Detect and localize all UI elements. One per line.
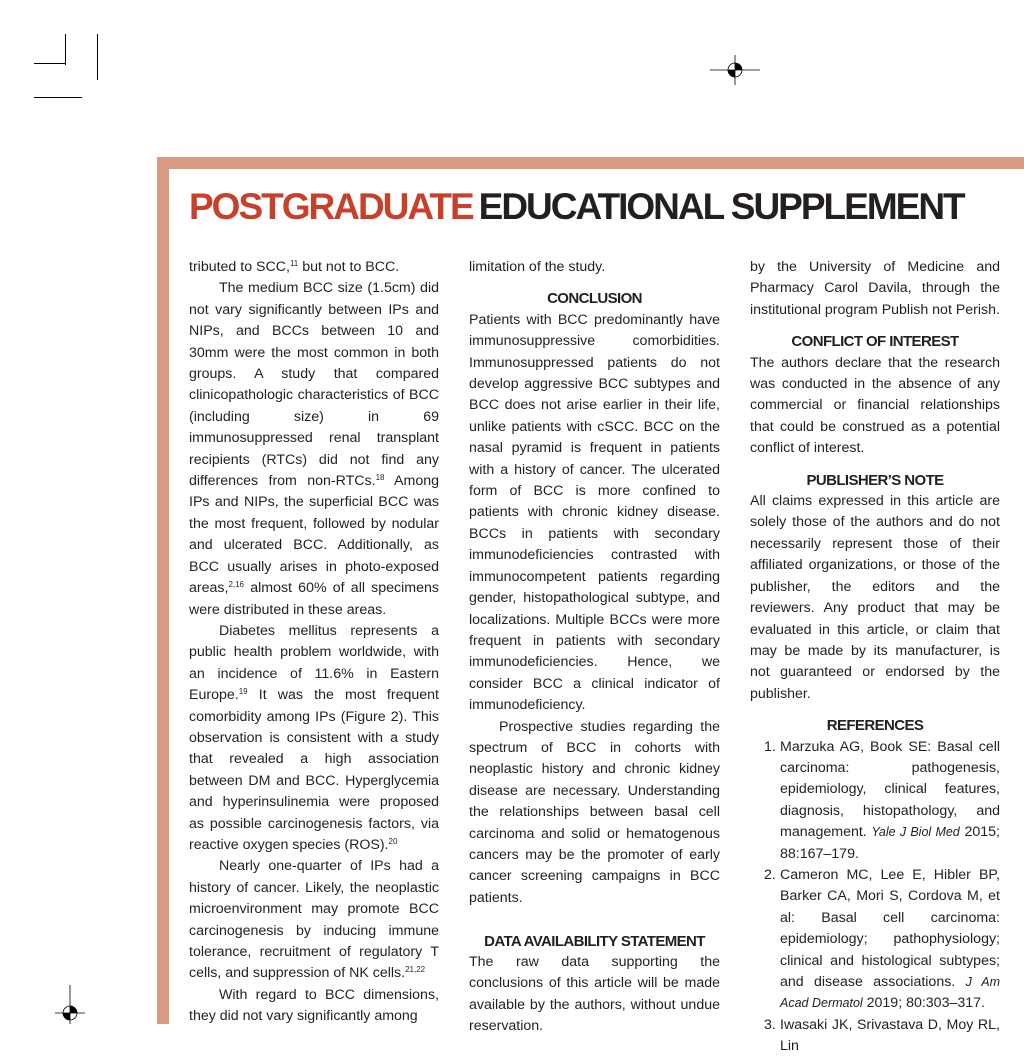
paragraph: The authors declare that the research was conducted in the absence of any commercial or financial relationships that could be construed as a potential conflict of interest. bbox=[750, 354, 1000, 457]
paragraph: Patients with BCC predominantly have immunosuppressive comorbidities. Immunosuppressed patients do not develop aggressive BCC subtypes and BCC does not arise earlier in their life, unlike patients with cSCC. BCC on the nasal pyramid is frequent in patients with a history of cancer. The ulcerated form of BCC is more confined to patients with chronic kidney disease. BCCs in patients with secondary immunodeficiencies contrasted with immunocompetent patients regarding gender, histopathological subtype, and localizations. Multiple BCCs were more frequent in patients with secondary immunodeficiencies. Hence, we consider BCC a clinical indicator of immunodeficiency. bbox=[469, 311, 720, 714]
reference-item: 2. Cameron MC, Lee E, Hibler BP, Barker CA, Mori S, Cordova M, et al: Basal cell carcinoma: epidemiology; pathophysiology; clinical and histological subtypes; and disease associations. J Am Acad Dermatol 2019; 80:303–317. bbox=[764, 866, 1000, 1012]
headline-postgraduate: POSTGRADUATE bbox=[189, 186, 473, 227]
frame-left-border bbox=[157, 157, 169, 1024]
heading-conflict-of-interest: CONFLICT OF INTEREST bbox=[791, 333, 959, 351]
paragraph: tributed to SCC,$^{11}$ but not to BCC. bbox=[189, 259, 400, 275]
heading-publishers-note: PUBLISHER’S NOTE bbox=[806, 471, 944, 489]
section-headline bbox=[189, 182, 964, 232]
registration-mark-left-icon bbox=[55, 985, 85, 1024]
text-column-1 bbox=[189, 257, 439, 1028]
paragraph: With regard to BCC dimensions, they did not vary significantly among bbox=[189, 986, 439, 1025]
frame-top-border bbox=[157, 157, 1024, 169]
paragraph: Prospective studies regarding the spectrum of BCC in cohorts with neoplastic history and chronic kidney disease are necessary. Understanding the relationships between basal cell carcinoma and solid or hematogenous cancers may be the promoter of early cancer screening campaigns in BCC patients. bbox=[469, 718, 720, 906]
registration-mark-top-icon bbox=[710, 55, 760, 85]
paragraph: limitation of the study. bbox=[469, 259, 606, 275]
reference-item: 3. Iwasaki JK, Srivastava D, Moy RL, Lin bbox=[764, 1016, 1000, 1055]
heading-references: REFERENCES bbox=[826, 717, 924, 735]
paragraph: The raw data supporting the conclusions of this article will be made available by the authors, without undue reservation. bbox=[469, 953, 720, 1035]
heading-data-availability: DATA AVAILABILITY STATEMENT bbox=[484, 932, 705, 950]
paragraph: Diabetes mellitus represents a public health problem worldwide, with an incidence of 11.6% in Eastern Europe.$^{19}$ It was the most frequent comorbidity among IPs (Figure 2). This observation is consistent with a study that revealed a high association between DM and BCC. Hyperglycemia and hyperinsulinemia were proposed as possible carcinogenesis factors, via reactive oxygen species (ROS).$^{20}$ bbox=[189, 622, 439, 853]
text-column-3 bbox=[750, 257, 1000, 1058]
crop-mark-top-left-v bbox=[65, 34, 66, 65]
crop-mark-v bbox=[97, 34, 98, 80]
paragraph: All claims expressed in this article are solely those of the authors and do not necessarily represent those of their affiliated organizations, or those of the publisher, the editors and the reviewers. Any product that may be evaluated in this article, or claim that may be made by its manufacturer, is not guaranteed or endorsed by the publisher. bbox=[750, 493, 1000, 702]
text-column-2 bbox=[469, 257, 720, 1038]
paragraph: Nearly one-quarter of IPs had a history of cancer. Likely, the neoplastic microenvironment may promote BCC carcinogenesis by inducing immune tolerance, recruitment of regulatory T cells, and suppression of NK cells.$^{21,22}$ bbox=[189, 858, 439, 982]
paragraph: The medium BCC size (1.5cm) did not vary significantly between IPs and NIPs, and BCCs between 10 and 30mm were the most common in both groups. A study that compared clinicopathologic characteristics of BCC (including size) in 69 immunosuppressed renal transplant recipients (RTCs) did not find any differences from non-RTCs.$^{18}$ Among IPs and NIPs, the superficial BCC was the most frequent, followed by nodular and ulcerated BCC. Additionally, as BCC usually arises in photo-exposed areas,$^{2,16}$ almost 60% of all specimens were distributed in these areas. bbox=[189, 280, 439, 618]
crop-mark-left-h bbox=[34, 97, 82, 98]
headline-educational-supplement: EDUCATIONAL SUPPLEMENT bbox=[478, 186, 964, 227]
paragraph: by the University of Medicine and Pharmacy Carol Davila, through the institutional program Publish not Perish. bbox=[750, 259, 1000, 318]
heading-conclusion: CONCLUSION bbox=[547, 290, 642, 308]
reference-list bbox=[750, 737, 1000, 1058]
reference-item: 1. Marzuka AG, Book SE: Basal cell carcinoma: pathogenesis, epidemiology, clinical features, diagnosis, histopathology, and management. Yale J Biol Med 2015; 88:167–179. bbox=[764, 738, 1000, 862]
crop-mark-top-left-h bbox=[34, 63, 66, 64]
